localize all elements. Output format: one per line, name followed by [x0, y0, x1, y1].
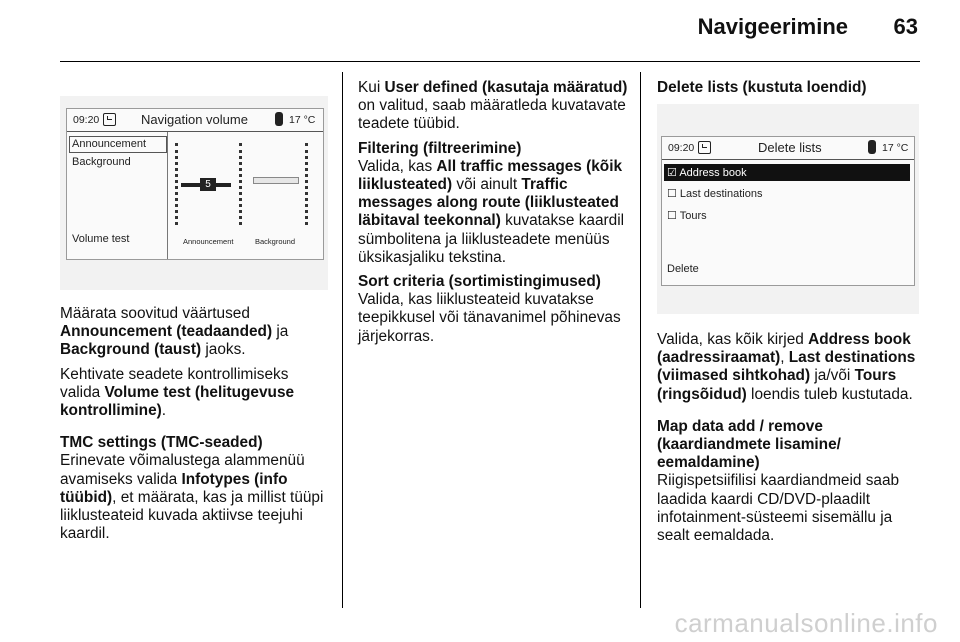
header-rule: [60, 61, 920, 62]
screen-title: Navigation volume: [141, 112, 248, 127]
slider-track-dots: [239, 143, 245, 225]
navigation-volume-screen: [66, 108, 324, 260]
panel-divider: [167, 132, 168, 259]
text: Kehtivate seadete kontrollimiseks valida: [60, 365, 289, 401]
subheading: [60, 434, 330, 452]
text: jaoks.: [201, 341, 246, 359]
term: Infotypes (info tüübid): [60, 470, 288, 506]
text: , et määrata, kas ja millist tüüpi liiklusteateid kuvada aktiivse teejuhi kaardil.: [60, 488, 324, 543]
text: ja/või: [810, 367, 855, 385]
menu-item-volume-test[interactable]: Volume test: [72, 233, 130, 245]
list-item-address-book[interactable]: ☑ Address book: [667, 167, 747, 179]
item-label: Address book: [679, 167, 747, 179]
subheading-text: Map data add / remove (kaardiandmete lisamine/ eemaldamine): [657, 417, 841, 472]
text: Valida, kas kõik kirjed: [657, 331, 809, 348]
clock-icon: [698, 141, 711, 154]
subheading: [657, 418, 922, 473]
text: Erinevate võimalustega alammenüü avamiseks valida: [60, 452, 305, 488]
paragraph: [60, 366, 330, 421]
subheading-text: Sort criteria (sortimistingimused): [358, 273, 601, 291]
term: Tours (ringsõidud): [657, 367, 897, 403]
text: .: [161, 402, 167, 420]
text: Määrata soovitud väärtused: [60, 305, 250, 322]
item-label: Last destinations: [679, 188, 763, 200]
list-item-last-destinations[interactable]: ☐ Last destinations: [667, 188, 763, 200]
status-bar: [67, 109, 323, 132]
subheading: [358, 273, 628, 291]
subheading-text: Filtering (filtreerimine): [358, 139, 522, 157]
text: on valitud, saab määratleda kuvatavate teadete tüübid.: [358, 97, 626, 133]
term: Traffic messages along route (liiklusteated läbitaval teekonnal): [358, 176, 619, 230]
term: Announcement (teadaanded): [60, 323, 273, 341]
paragraph: [358, 79, 628, 134]
column-3-text: [657, 331, 922, 545]
list-item-tours[interactable]: ☐ Tours: [667, 210, 707, 222]
status-bar: [662, 137, 914, 160]
clock-time: 09:20: [668, 142, 695, 154]
subheading: [657, 79, 922, 97]
slider-label-background: Background: [255, 237, 296, 246]
delete-lists-figure: [657, 104, 919, 314]
section-title: Navigeerimine: [697, 14, 848, 39]
clock-time: 09:20: [73, 114, 100, 126]
delete-lists-screen: [661, 136, 915, 286]
menu-item-announcement[interactable]: Announcement: [69, 136, 167, 153]
term: Last destinations (viimased sihtkohad): [657, 349, 916, 385]
temperature: 17 °C: [289, 114, 316, 126]
announcement-slider-value[interactable]: 5: [200, 178, 216, 191]
term: User defined (kasutaja määratud): [384, 79, 628, 96]
column-3-heading: [657, 79, 922, 97]
column-divider-2: [640, 72, 641, 608]
delete-button[interactable]: Delete: [667, 263, 699, 275]
thermometer-icon: [868, 140, 876, 154]
column-divider-1: [342, 72, 343, 608]
paragraph: [60, 305, 330, 360]
navigation-volume-figure: [60, 96, 328, 290]
paragraph: Valida, kas liiklusteateid kuvatakse teepikkusel või tänavanimel põhinevas järjekorras.: [358, 291, 621, 345]
text: ,: [780, 349, 789, 367]
thermometer-icon: [275, 112, 283, 126]
subheading-text: Delete lists (kustuta loendid): [657, 79, 867, 96]
paragraph: [358, 158, 628, 267]
slider-track-dots: [305, 143, 311, 225]
screen-title: Delete lists: [758, 140, 822, 155]
background-slider-bar[interactable]: [253, 177, 299, 184]
watermark: carmanualsonline.info: [674, 608, 938, 638]
item-label: Tours: [679, 210, 707, 222]
temperature: 17 °C: [882, 142, 909, 154]
text: kuvatakse kaardil sümbolitena ja liiklusteadete menüüs üksikasjaliku tekstina.: [358, 212, 625, 266]
text: Valida, kas: [358, 157, 437, 175]
term: Background (taust): [60, 341, 202, 359]
text: ja: [272, 323, 289, 341]
paragraph: Riigispetsiifilisi kaardiandmeid saab laadida kaardi CD/DVD-plaadilt infotainment-süsteemi sisemällu ja sealt eemaldada.: [657, 472, 900, 545]
column-1-text: [60, 305, 330, 543]
clock-icon: [103, 113, 116, 126]
subheading: [358, 140, 628, 158]
slider-label-announcement: Announcement: [183, 237, 234, 246]
page-number: 63: [893, 14, 918, 39]
paragraph: [657, 331, 922, 404]
paragraph: [60, 452, 330, 543]
text: Kui: [358, 79, 385, 96]
text: loendis tuleb kustutada.: [746, 385, 913, 403]
text: või ainult: [452, 176, 522, 194]
term: Address book (aadressiraamat): [657, 331, 911, 367]
term: Volume test (helitugevuse kontrollimine): [60, 383, 295, 420]
term: All traffic messages (kõik liiklusteated): [358, 157, 623, 194]
menu-item-background[interactable]: Background: [72, 156, 131, 168]
subheading-text: TMC settings (TMC-seaded): [60, 434, 263, 452]
column-2-text: [358, 79, 628, 346]
